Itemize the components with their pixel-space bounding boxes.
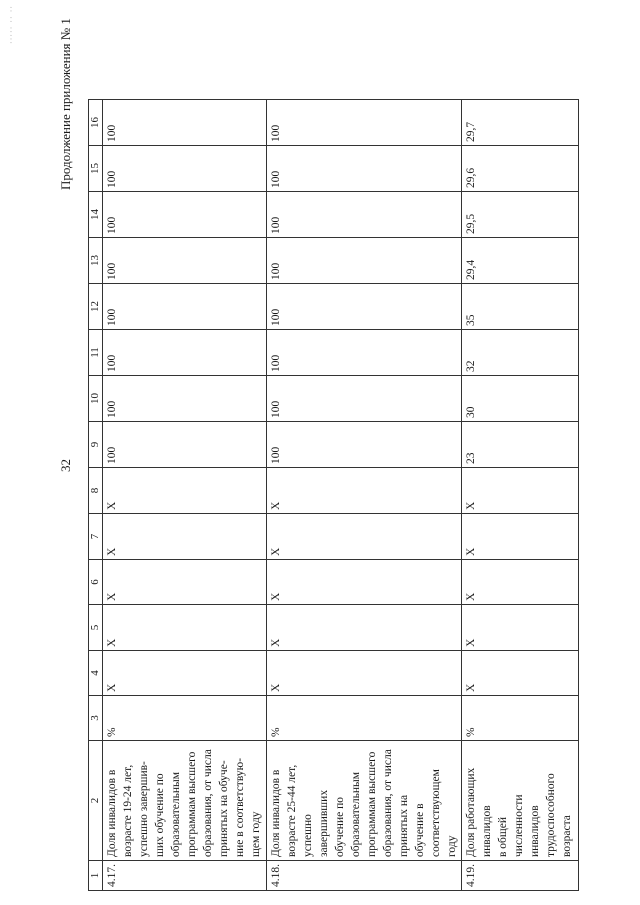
name-line: ние в соответствую- [234,757,246,857]
name-line: успешно завершив- [138,761,150,857]
name-line: Доля инвалидов в [106,769,118,857]
table-row [462,100,579,891]
value-cell: X [462,651,579,696]
name-line: трудоспособного [545,773,557,857]
value-cell: X [267,514,462,560]
name-line: программам высшего [366,751,378,857]
value-cell: 100 [267,376,462,422]
value-cell: 100 [267,192,462,238]
indicator-name [103,741,267,861]
value-cell: 100 [103,330,267,376]
name-line: возрасте 19-24 лет, [122,764,134,857]
name-line: ших обучение по [154,773,166,857]
column-header: 15 [89,146,103,192]
column-header: 16 [89,100,103,146]
value-cell: 100 [103,146,267,192]
name-line: программам высшего [186,751,198,857]
value-cell: X [103,651,267,696]
name-line: щем году [250,811,262,857]
value-cell: X [103,468,267,514]
value-cell: X [103,605,267,651]
name-line: принятых на обуче- [218,760,230,857]
name-line: инвалидов [481,805,493,857]
indicator-table [88,99,579,891]
name-line: году [446,835,458,857]
column-header: 6 [89,560,103,605]
unit-cell: % [462,696,579,741]
value-cell: 100 [267,284,462,330]
value-cell: 100 [103,376,267,422]
value-cell: X [267,560,462,605]
name-line: соответствующем [430,769,442,857]
unit-cell: % [103,696,267,741]
column-header: 3 [89,696,103,741]
value-cell: 100 [103,422,267,468]
value-cell: 100 [267,422,462,468]
column-header: 2 [89,741,103,861]
name-line: Доля работающих [465,767,477,857]
value-cell: X [267,651,462,696]
column-header: 5 [89,605,103,651]
unit-cell: % [267,696,462,741]
name-line: в общей [497,816,509,857]
name-line: образовательным [350,771,362,857]
name-line: успешно [302,814,314,857]
column-header: 14 [89,192,103,238]
row-number: 4.17. [103,861,267,891]
table-row [267,100,462,891]
name-line: обучение в [414,803,426,857]
name-line: обучение по [334,797,346,857]
column-header: 1 [89,861,103,891]
column-header: 11 [89,330,103,376]
value-cell: X [462,560,579,605]
value-cell: 100 [103,100,267,146]
column-number-row [89,100,103,891]
column-header: 7 [89,514,103,560]
value-cell: 100 [267,100,462,146]
name-line: образования, от числа [382,749,394,857]
row-number: 4.18. [267,861,462,891]
page-number: 32 [58,459,73,472]
value-cell: 30 [462,376,579,422]
name-line: принятых на [398,794,410,857]
value-cell: 35 [462,284,579,330]
appendix-caption: Продолжение приложения № 1 [58,18,73,190]
value-cell: 32 [462,330,579,376]
value-cell: 29,6 [462,146,579,192]
name-line: образовательным [170,771,182,857]
column-header: 4 [89,651,103,696]
value-cell: 100 [103,284,267,330]
value-cell: 29,7 [462,100,579,146]
value-cell: 29,5 [462,192,579,238]
value-cell: 100 [103,238,267,284]
value-cell: 100 [103,192,267,238]
column-header: 10 [89,376,103,422]
indicator-name [267,741,462,861]
name-line: возрасте 25-44 лет, [286,764,298,857]
corner-mark: ·· ·· ····· [6,6,15,45]
value-cell: 23 [462,422,579,468]
value-cell: 100 [267,146,462,192]
value-cell: 100 [267,330,462,376]
name-line: численности [513,794,525,857]
value-cell: X [103,560,267,605]
value-cell: X [462,514,579,560]
name-line: возраста [561,815,573,857]
value-cell: 100 [267,238,462,284]
name-line: инвалидов [529,805,541,857]
name-line: образования, от числа [202,749,214,857]
value-cell: X [267,468,462,514]
name-line: Доля инвалидов в [270,769,282,857]
column-header: 8 [89,468,103,514]
value-cell: 29,4 [462,238,579,284]
value-cell: X [103,514,267,560]
column-header: 9 [89,422,103,468]
table-row [103,100,267,891]
indicator-name [462,741,579,861]
column-header: 12 [89,284,103,330]
column-header: 13 [89,238,103,284]
value-cell: X [462,468,579,514]
value-cell: X [462,605,579,651]
row-number: 4.19. [462,861,579,891]
value-cell: X [267,605,462,651]
name-line: завершивших [318,789,330,857]
